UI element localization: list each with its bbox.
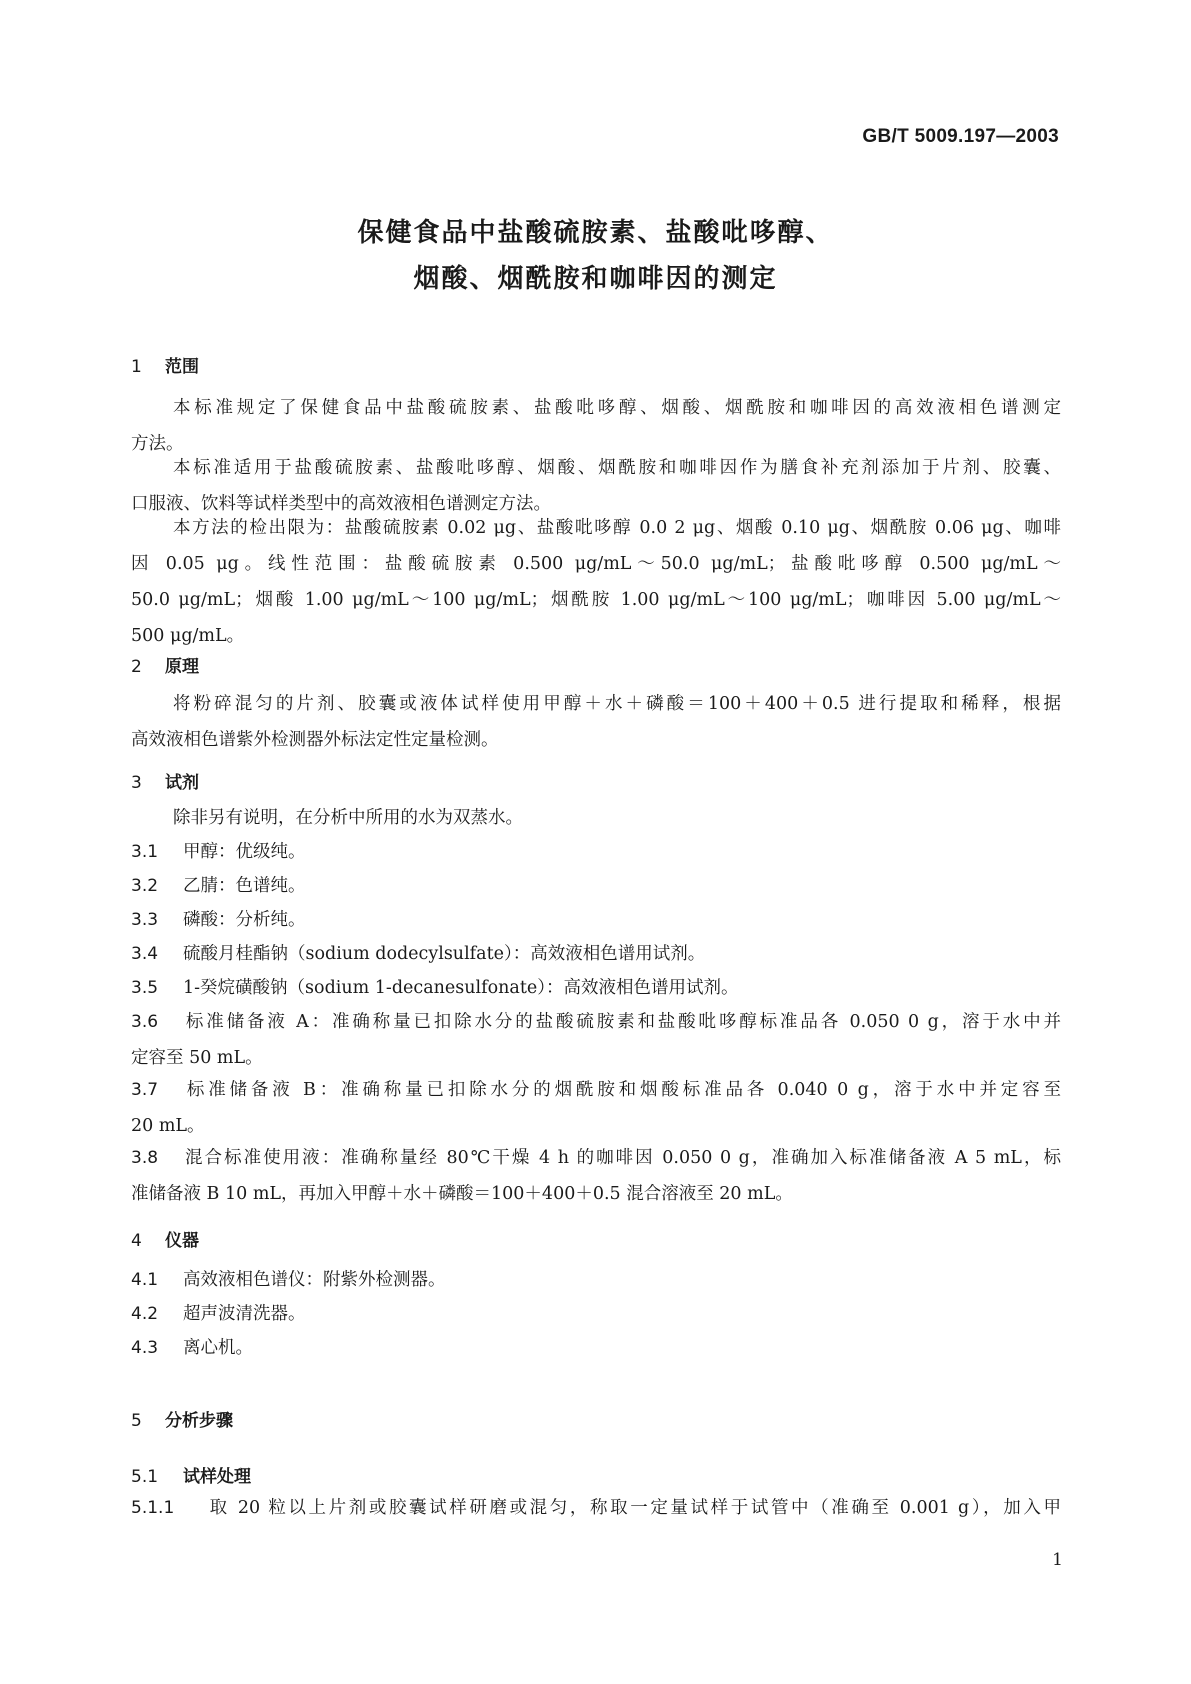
section-title: 分析步骤 [165, 1411, 233, 1431]
list-item-3-7 [131, 1072, 1061, 1144]
item-number: 4.2 [131, 1304, 159, 1324]
item-text: 标准储备液 B：准确称量已扣除水分的烟酰胺和烟酸标准品各 0.040 0 g，溶于水中并定容至 [183, 1080, 1061, 1100]
section-2-heading [131, 652, 199, 677]
item-number: 3.8 [131, 1148, 159, 1168]
item-number: 3.7 [131, 1080, 159, 1100]
list-item-5-1-1 [131, 1490, 1061, 1526]
subsection-title: 试样处理 [183, 1467, 251, 1487]
list-item-3-1 [131, 834, 1061, 870]
list-item-3-2 [131, 868, 1061, 904]
section-title: 范围 [165, 357, 199, 377]
text-line: 除非另有说明，在分析中所用的水为双蒸水。 [173, 808, 523, 828]
item-text: 标准储备液 A：准确称量已扣除水分的盐酸硫胺素和盐酸吡哆醇标准品各 0.050 0 g，溶于水中并 [183, 1012, 1061, 1032]
item-number: 3.1 [131, 842, 159, 862]
section-3-intro [131, 800, 1061, 836]
section-3-heading [131, 768, 199, 793]
item-text: 离心机。 [183, 1338, 253, 1358]
list-item-3-4 [131, 936, 1061, 972]
item-text: 取 20 粒以上片剂或胶囊试样研磨或混匀，称取一定量试样于试管中（准确至 0.001 g），加入甲 [207, 1498, 1061, 1518]
text-line: 高效液相色谱紫外检测器外标法定性定量检测。 [131, 730, 499, 750]
section-number: 5 [131, 1411, 142, 1431]
subsection-5-1-heading [131, 1462, 251, 1487]
list-item-4-1 [131, 1262, 1061, 1298]
item-number: 3.6 [131, 1012, 159, 1032]
item-number: 4.3 [131, 1338, 159, 1358]
section-title: 试剂 [165, 773, 199, 793]
section-1-heading [131, 352, 199, 377]
document-title-line-2: 烟酸、烟酰胺和咖啡因的测定 [413, 264, 778, 294]
item-text: 甲醇：优级纯。 [183, 842, 306, 862]
item-text-continued: 定容至 50 mL。 [131, 1048, 263, 1068]
item-number: 5.1.1 [131, 1498, 175, 1518]
text-line: 本标准规定了保健食品中盐酸硫胺素、盐酸吡哆醇、烟酸、烟酰胺和咖啡因的高效液相色谱测定 [173, 398, 1061, 418]
item-text-continued: 20 mL。 [131, 1116, 205, 1136]
item-text-continued: 准储备液 B 10 mL，再加入甲醇＋水＋磷酸＝100＋400＋0.5 混合溶液至 20 mL。 [131, 1184, 793, 1204]
standard-number: GB/T 5009.197—2003 [862, 126, 1059, 147]
list-item-3-5 [131, 970, 1061, 1006]
item-text: 高效液相色谱仪：附紫外检测器。 [183, 1270, 446, 1290]
document-title-line-1: 保健食品中盐酸硫胺素、盐酸吡哆醇、 [357, 218, 834, 248]
subsection-number: 5.1 [131, 1467, 159, 1487]
list-item-3-6 [131, 1004, 1061, 1076]
list-item-4-3 [131, 1330, 1061, 1366]
page-number: 1 [1052, 1550, 1063, 1570]
item-text: 乙腈：色谱纯。 [183, 876, 306, 896]
text-line: 本标准适用于盐酸硫胺素、盐酸吡哆醇、烟酸、烟酰胺和咖啡因作为膳食补充剂添加于片剂、胶囊、 [173, 458, 1061, 478]
text-line: 本方法的检出限为：盐酸硫胺素 0.02 μg、盐酸吡哆醇 0.0 2 μg、烟酸 0.10 μg、烟酰胺 0.06 μg、咖啡 [173, 518, 1061, 538]
item-text: 超声波清洗器。 [183, 1304, 306, 1324]
section-number: 1 [131, 357, 142, 377]
text-line: 500 μg/mL。 [131, 626, 245, 646]
section-title: 仪器 [165, 1231, 199, 1251]
list-item-3-8 [131, 1140, 1061, 1212]
text-line: 口服液、饮料等试样类型中的高效液相色谱测定方法。 [131, 494, 551, 514]
section-number: 4 [131, 1231, 142, 1251]
item-text: 混合标准使用液：准确称量经 80℃干燥 4 h 的咖啡因 0.050 0 g，准确加入标准储备液 A 5 mL，标 [183, 1148, 1061, 1168]
text-line: 50.0 μg/mL；烟酸 1.00 μg/mL～100 μg/mL；烟酰胺 1.00 μg/mL～100 μg/mL；咖啡因 5.00 μg/mL～ [131, 590, 1061, 610]
text-line: 因 0.05 μg。线性范围：盐酸硫胺素 0.500 μg/mL～50.0 μg/mL；盐酸吡哆醇 0.500 μg/mL～ [131, 554, 1061, 574]
item-number: 4.1 [131, 1270, 159, 1290]
list-item-4-2 [131, 1296, 1061, 1332]
item-text: 硫酸月桂酯钠（sodium dodecylsulfate）：高效液相色谱用试剂。 [183, 944, 706, 964]
section-number: 2 [131, 657, 142, 677]
section-number: 3 [131, 773, 142, 793]
item-number: 3.2 [131, 876, 159, 896]
item-number: 3.3 [131, 910, 159, 930]
section-title: 原理 [165, 657, 199, 677]
item-text: 磷酸：分析纯。 [183, 910, 306, 930]
section-5-heading [131, 1406, 233, 1431]
section-4-heading [131, 1226, 199, 1251]
section-1-paragraph-3 [131, 510, 1061, 654]
item-text: 1-癸烷磺酸钠（sodium 1-decanesulfonate）：高效液相色谱用试剂。 [183, 978, 739, 998]
list-item-3-3 [131, 902, 1061, 938]
item-number: 3.5 [131, 978, 159, 998]
text-line: 方法。 [131, 434, 184, 454]
text-line: 将粉碎混匀的片剂、胶囊或液体试样使用甲醇＋水＋磷酸＝100＋400＋0.5 进行提取和稀释，根据 [173, 694, 1061, 714]
section-2-paragraph-1 [131, 686, 1061, 758]
item-number: 3.4 [131, 944, 159, 964]
